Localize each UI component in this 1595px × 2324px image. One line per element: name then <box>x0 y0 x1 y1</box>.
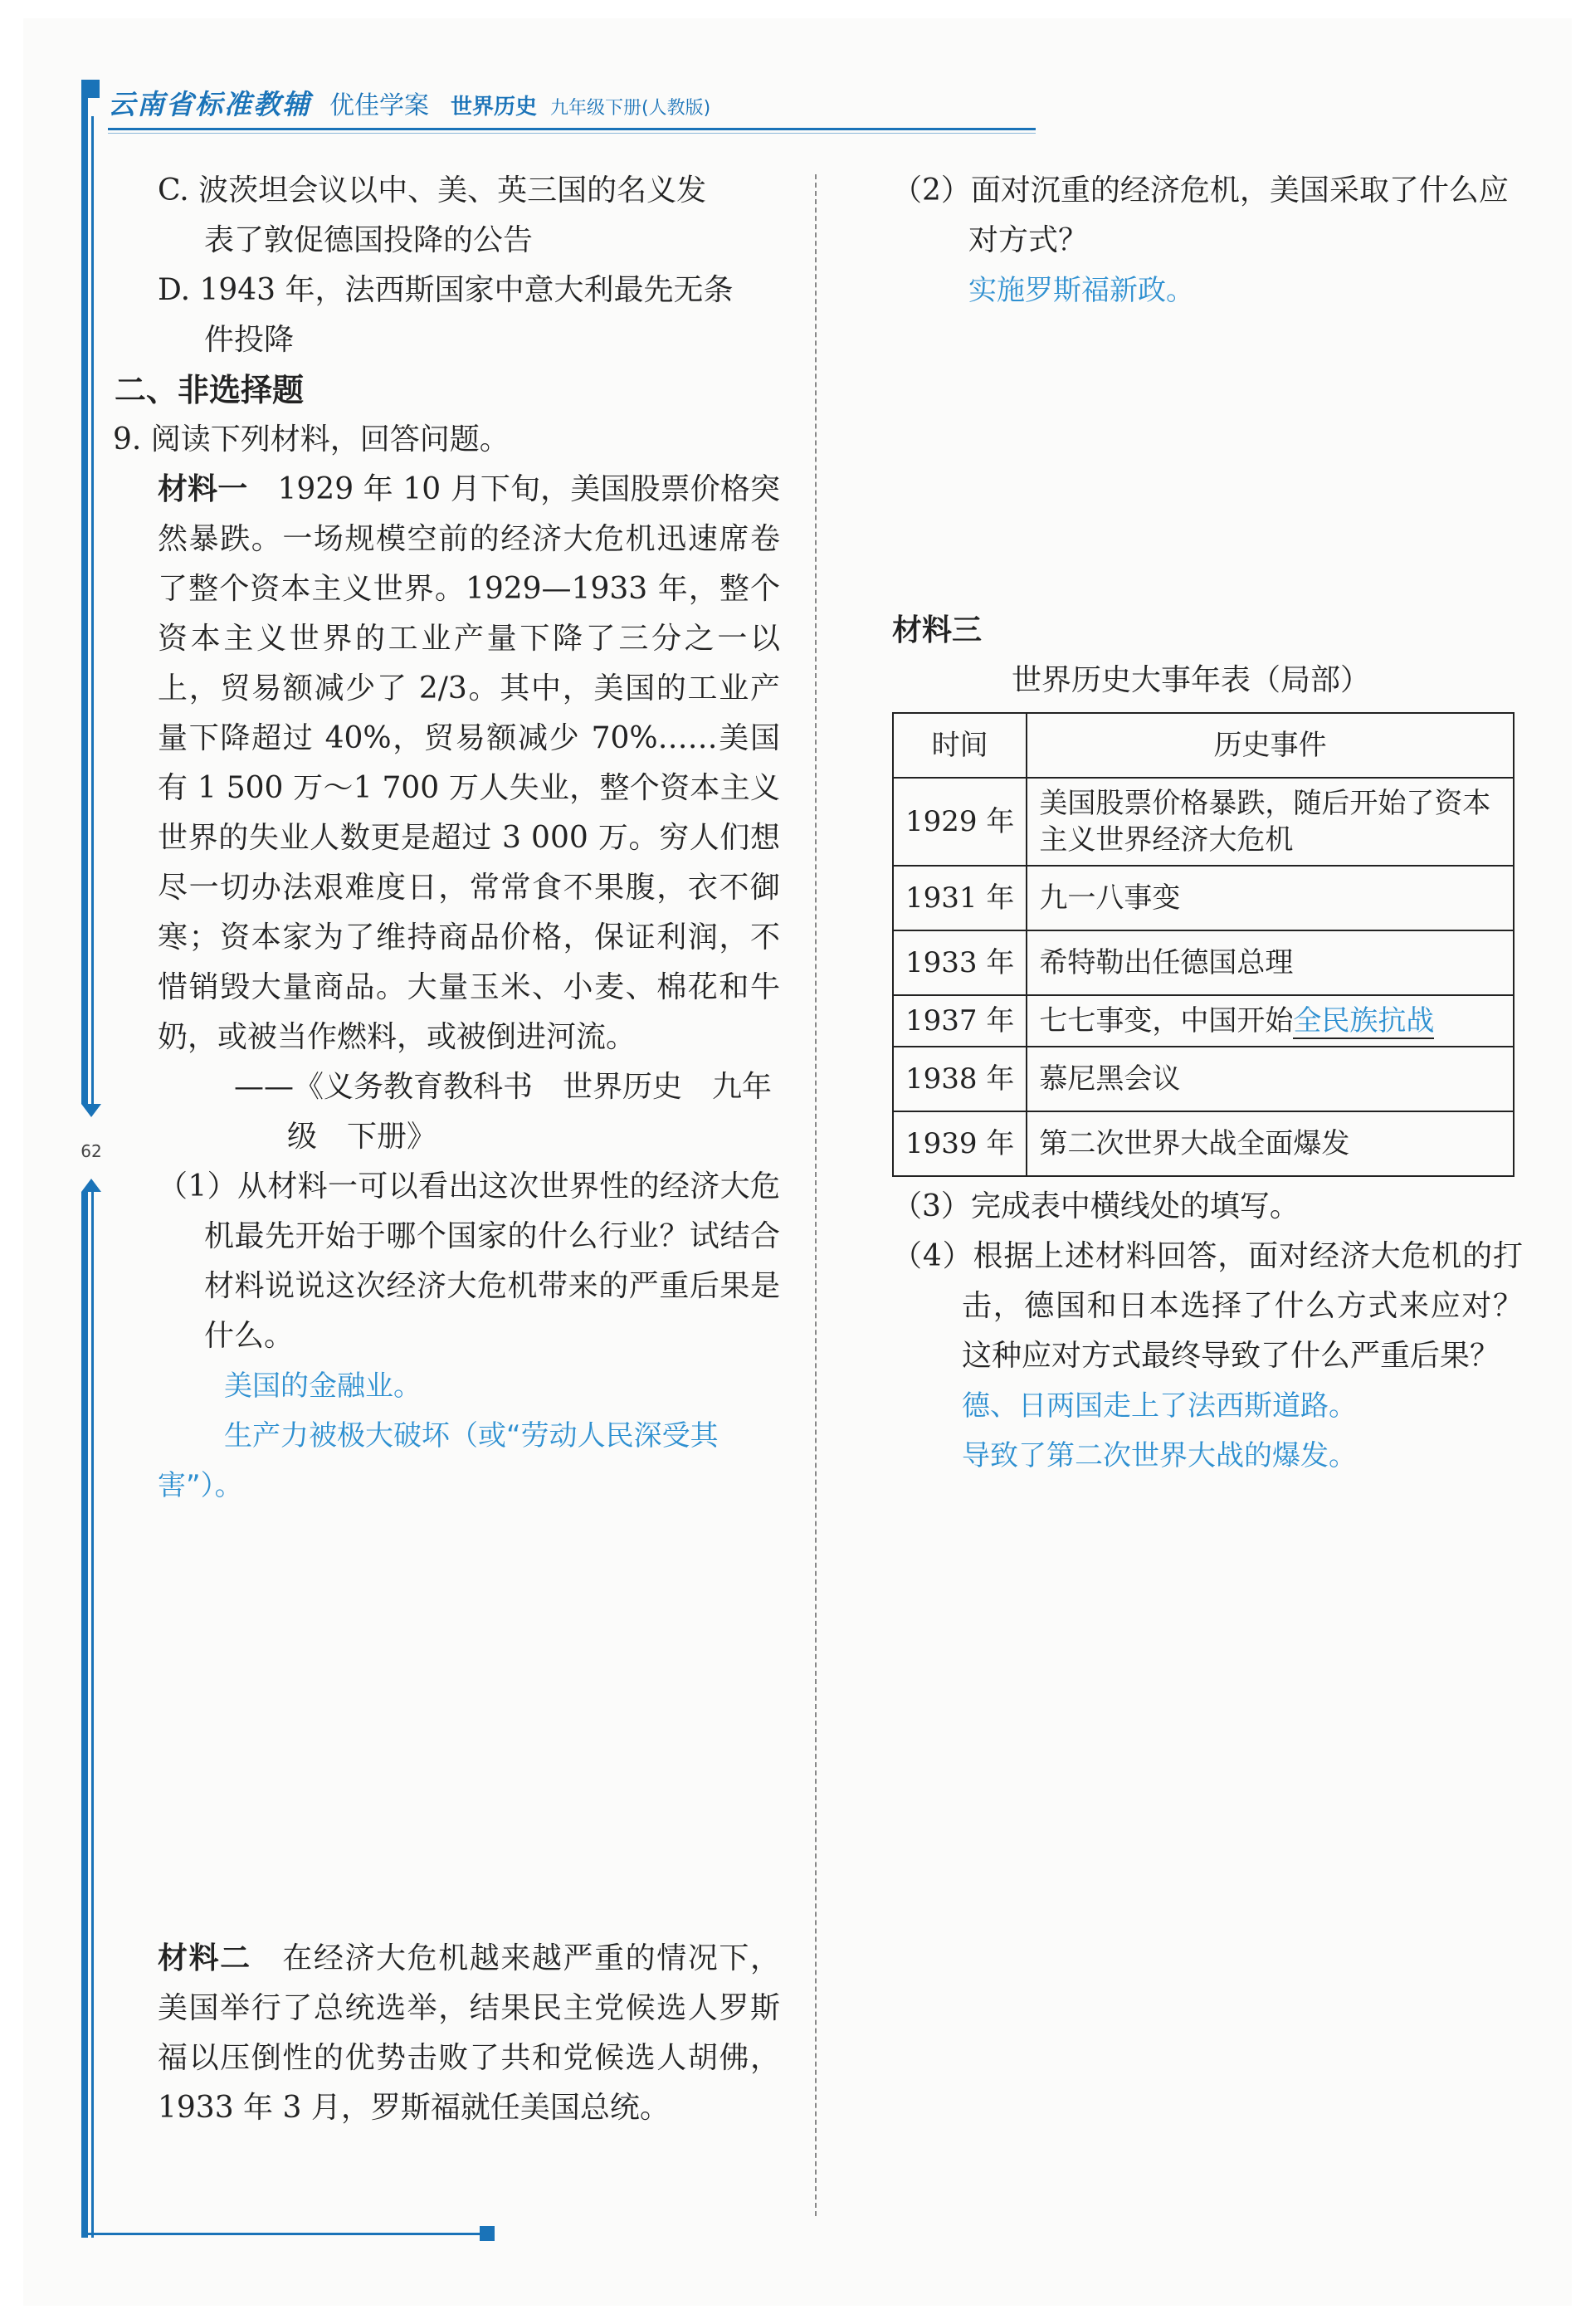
table-row <box>893 778 1514 866</box>
answer-4-line1: 德、日两国走上了法西斯道路。 <box>962 1389 1357 1423</box>
table-cell-time: 1938 年 <box>893 1047 1027 1111</box>
table-header-event: 历史事件 <box>1027 713 1514 778</box>
sidebar-bar-bottom <box>81 1192 88 2238</box>
material-one-source-1: ——《义务教育教科书 世界历史 九年 <box>233 1070 772 1104</box>
material-one-label: 材料一 <box>158 472 248 506</box>
sidebar-bar-top-thin <box>91 116 94 1104</box>
answer-2: 实施罗斯福新政。 <box>968 274 1194 307</box>
option-c-line2: 表了敦促德国投降的公告 <box>204 223 534 257</box>
table-cell-time: 1933 年 <box>893 930 1027 995</box>
corner-square-icon <box>81 80 100 98</box>
option-d-line1: D. 1943 年，法西斯国家中意大利最先无条 <box>158 273 734 307</box>
question-4: （4）根据上述材料回答，面对经济大危机的打击，德国和日本选择了什么方式来应对？这种应对方式最终导致了什么严重后果？ <box>892 1239 1523 1373</box>
header-subject: 世界历史 <box>451 95 538 120</box>
table-row <box>893 930 1514 995</box>
option-d <box>116 266 780 365</box>
header-rule-thin <box>108 133 1036 134</box>
table-header-time: 时间 <box>893 713 1027 778</box>
timeline-table <box>892 712 1515 1177</box>
table-row <box>893 995 1514 1047</box>
blank-space-right <box>892 315 1523 606</box>
answer-1-line1: 美国的金融业。 <box>224 1370 422 1403</box>
question-2: （2）面对沉重的经济危机，美国采取了什么应对方式？ <box>892 173 1509 257</box>
column-divider <box>815 174 817 2216</box>
option-c <box>116 166 780 266</box>
material-two-text: 在经济大危机越来越严重的情况下，美国举行了总统选举，结果民主党候选人罗斯福以压倒性的优势击败了共和党候选人胡佛，1933 年 3 月，罗斯福就任美国总统。 <box>158 1941 780 2125</box>
table-header-row <box>893 713 1514 778</box>
question-3: （3）完成表中横线处的填写。 <box>892 1189 1300 1223</box>
footer-rule <box>81 2233 480 2235</box>
sidebar-bar-bottom-thin <box>91 1192 94 2238</box>
material-two-label: 材料二 <box>158 1941 251 1975</box>
material-two <box>116 1934 780 2133</box>
table-cell-time: 1937 年 <box>893 995 1027 1047</box>
answer-4-line2: 导致了第二次世界大战的爆发。 <box>962 1439 1357 1472</box>
table-cell-time: 1931 年 <box>893 866 1027 930</box>
table-cell-event: 美国股票价格暴跌，随后开始了资本主义世界经济大危机 <box>1027 778 1514 866</box>
table-cell-event: 慕尼黑会议 <box>1027 1047 1514 1111</box>
notch-down-icon <box>81 1104 101 1117</box>
table-cell-event-text: 七七事变，中国开始 <box>1039 1004 1294 1038</box>
header-grade: 九年级下册(人教版) <box>550 98 711 119</box>
material-one <box>116 465 780 1062</box>
blank-space <box>116 1511 780 1934</box>
table-cell-event <box>1027 995 1514 1047</box>
left-column <box>113 166 780 2133</box>
header-series: 优佳学案 <box>329 91 429 120</box>
answer-1-line2: 生产力被极大破坏（或“劳动人民深受其害”）。 <box>158 1419 719 1502</box>
table-row <box>893 1111 1514 1176</box>
section-title: 二、非选择题 <box>115 372 305 408</box>
material-three-label: 材料三 <box>892 613 983 647</box>
table-row <box>893 1047 1514 1111</box>
header-rule <box>108 128 1036 130</box>
table-cell-event: 希特勒出任德国总理 <box>1027 930 1514 995</box>
option-c-line1: C. 波茨坦会议以中、美、英三国的名义发 <box>158 173 707 208</box>
page-number: 62 <box>80 1141 102 1161</box>
question-1: （1）从材料一可以看出这次世界性的经济大危机最先开始于哪个国家的什么行业？试结合材料说说这次经济大危机带来的严重后果是什么。 <box>158 1169 780 1353</box>
header-brand: 云南省标准教辅 <box>108 88 311 120</box>
notch-up-icon <box>81 1179 101 1192</box>
table-cell-event: 第二次世界大战全面爆发 <box>1027 1111 1514 1176</box>
question-9: 9. 阅读下列材料，回答问题。 <box>113 422 510 456</box>
table-cell-time: 1929 年 <box>893 778 1027 866</box>
material-one-source-2: 级 下册》 <box>287 1120 437 1154</box>
right-column <box>892 166 1523 1481</box>
sidebar-bar-top <box>81 83 88 1104</box>
fill-blank-answer: 全民族抗战 <box>1293 1004 1435 1038</box>
table-cell-event: 九一八事变 <box>1027 866 1514 930</box>
running-header <box>108 83 710 123</box>
footer-square-icon <box>480 2226 495 2241</box>
table-cell-time: 1939 年 <box>893 1111 1027 1176</box>
material-one-text: 1929 年 10 月下旬，美国股票价格突然暴跌。一场规模空前的经济大危机迅速席卷了整个资本主义世界。1929—1933 年，整个资本主义世界的工业产量下降了三分之一以上，贸易额减少了 2/3。其中，美国的工业产量下降超过 40%，贸易额减少 70%……美国有 1 500 万～1 700 万人失业，整个资本主义世界的失业人数更是超过 3 000 万。穷人们想尽一切办法艰难度日，常常食不果腹，衣不御寒；资本家为了维持商品价格，保证利润，不惜销毁大量商品。大量玉米、小麦、棉花和牛奶，或被当作燃料，或被倒进河流。 <box>158 472 780 1054</box>
table-title: 世界历史大事年表（局部） <box>1011 663 1370 697</box>
table-row <box>893 866 1514 930</box>
option-d-line2: 件投降 <box>204 323 295 357</box>
